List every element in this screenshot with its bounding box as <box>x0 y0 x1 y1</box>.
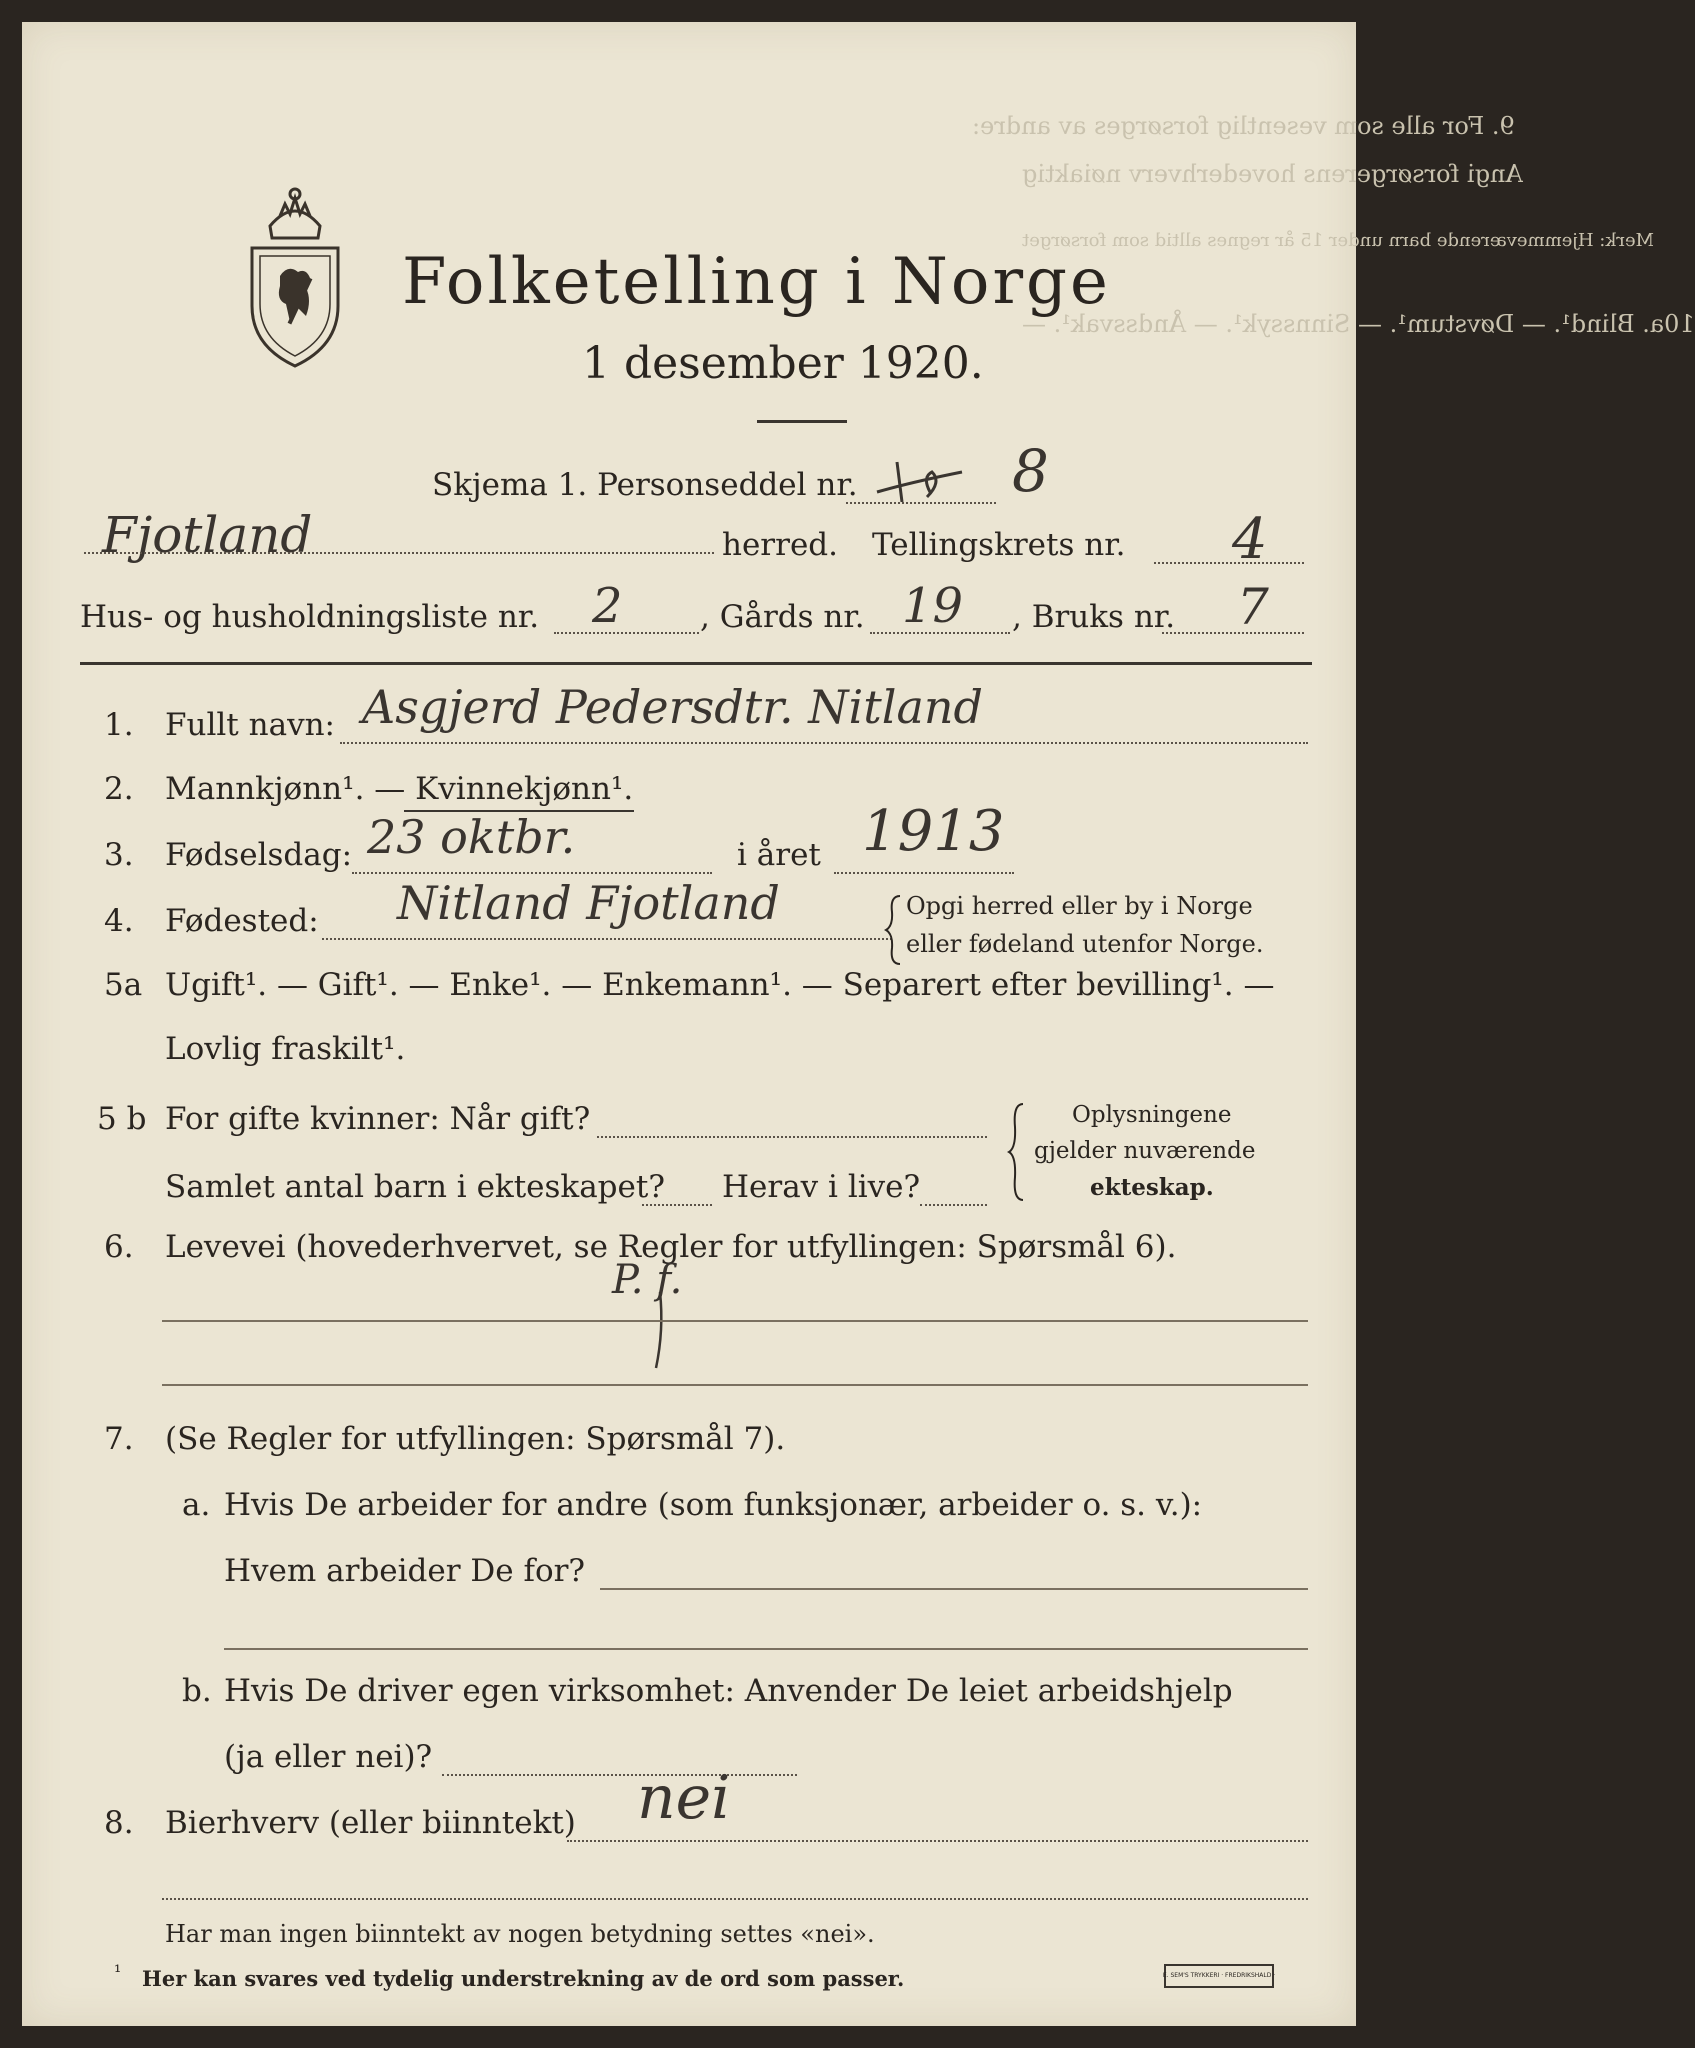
hus-value: 2 <box>592 578 623 634</box>
q6-label: Levevei (hovederhvervet, se Regler for utfyllingen: Spørsmål 6). <box>165 1229 1177 1265</box>
children-alive-label: Herav i live? <box>722 1169 921 1205</box>
q7b-yes-no-label: (ja eller nei)? <box>224 1739 433 1775</box>
herred-label: herred. <box>722 527 838 563</box>
gards-value: 19 <box>902 578 964 634</box>
q3-label: Fødselsdag: <box>165 837 353 873</box>
gards-label: , Gårds nr. <box>700 599 865 635</box>
q7-number: 7. <box>104 1421 134 1457</box>
secondary-income-field[interactable] <box>567 1840 1308 1842</box>
handwritten-stroke-mark <box>650 1290 670 1370</box>
personseddel-value: 8 <box>1012 437 1049 505</box>
printer-stamp-text: E. SEM'S TRYKKERI · FREDRIKSHALD · <box>1162 1972 1276 1979</box>
birthday-value: 23 oktbr. <box>367 810 576 864</box>
struck-number-mark <box>872 452 972 512</box>
married-women-label: For gifte kvinner: Når gift? <box>165 1101 591 1137</box>
printer-stamp <box>1164 1964 1274 1988</box>
q5b-note-line2: gjelder nuværende <box>1034 1138 1256 1164</box>
norwegian-coat-of-arms-icon <box>240 176 350 376</box>
q4-note-line1: Opgi herred eller by i Norge <box>906 892 1253 920</box>
q4-label: Fødested: <box>165 903 319 939</box>
q8-label: Bierhverv (eller biinntekt) <box>165 1805 576 1841</box>
tellingskrets-field[interactable] <box>1154 562 1304 564</box>
bleed-through-line: 10a. Blind¹. — Døvstum¹. — Sinnssyk¹. — Åndssvak¹. — <box>1022 310 1695 338</box>
tellingskrets-value: 4 <box>1232 507 1268 572</box>
children-alive-field[interactable] <box>920 1204 987 1206</box>
census-form-page <box>22 22 1695 2026</box>
bruks-field[interactable] <box>1162 632 1304 634</box>
skjema-label: Skjema 1. Personseddel nr. <box>432 467 858 503</box>
q7a-question: Hvis De arbeider for andre (som funksjonær, arbeider o. s. v.): <box>224 1487 1203 1523</box>
q2-label: Mannkjønn¹. — Kvinnekjønn¹. <box>165 771 634 807</box>
q2-number: 2. <box>104 771 134 807</box>
occupation-line-1[interactable] <box>162 1320 1308 1322</box>
q5b-note-line3: ekteskap. <box>1090 1174 1214 1201</box>
q4-note-line2: eller fødeland utenfor Norge. <box>906 930 1264 958</box>
bleed-through-line: Merk: Hjemmeværende barn under 15 år regnes alltid som forsørget <box>1022 230 1654 251</box>
hired-help-field[interactable] <box>442 1774 797 1776</box>
tellingskrets-label: Tellingskrets nr. <box>872 527 1126 563</box>
birth-year-value: 1913 <box>862 799 1005 864</box>
secondary-income-field-line-2[interactable] <box>162 1898 1308 1900</box>
birthplace-field[interactable] <box>322 938 892 940</box>
herred-value: Fjotland <box>102 506 313 564</box>
hus-label: Hus- og husholdningsliste nr. <box>80 599 540 635</box>
year-label: i året <box>737 837 821 873</box>
employer-field[interactable] <box>600 1588 1308 1590</box>
birthday-field[interactable] <box>352 872 712 874</box>
full-name-value: Asgjerd Pedersdtr. Nitland <box>362 680 983 734</box>
form-title: Folketelling i Norge <box>402 245 1111 319</box>
q1-number: 1. <box>104 707 134 743</box>
q7b-letter: b. <box>182 1673 212 1709</box>
married-when-field[interactable] <box>597 1136 987 1138</box>
birthplace-value: Nitland Fjotland <box>397 876 780 930</box>
hus-field[interactable] <box>554 632 699 634</box>
footnote-mark: ¹ <box>114 1962 122 1983</box>
title-divider <box>757 420 847 423</box>
q7b-question: Hvis De driver egen virksomhet: Anvender De leiet arbeidshjelp <box>224 1673 1233 1709</box>
bruks-value: 7 <box>1237 578 1269 636</box>
bruks-label: , Bruks nr. <box>1012 599 1176 635</box>
q5b-number: 5 b <box>97 1101 147 1137</box>
q1-label: Fullt navn: <box>165 707 335 743</box>
children-total-label: Samlet antal barn i ekteskapet? <box>165 1169 665 1205</box>
q7-label: (Se Regler for utfyllingen: Spørsmål 7). <box>165 1421 786 1457</box>
marital-status-options-cont: Lovlig fraskilt¹. <box>165 1031 406 1067</box>
birth-year-field[interactable] <box>834 872 1014 874</box>
bleed-through-line: Angi forsørgerens hovederhverv nøiaktig <box>1022 160 1523 188</box>
header-divider <box>80 662 1312 665</box>
q5a-number: 5a <box>104 967 143 1003</box>
bleed-through-line: 9. For alle som vesentlig forsørges av andre: <box>972 112 1515 140</box>
q8-number: 8. <box>104 1805 134 1841</box>
brace-icon <box>884 894 904 966</box>
herred-field[interactable] <box>84 552 714 554</box>
brace-icon <box>1007 1102 1027 1202</box>
employer-field-line-2[interactable] <box>224 1648 1308 1650</box>
children-total-field[interactable] <box>642 1204 712 1206</box>
occupation-line-2[interactable] <box>162 1384 1308 1386</box>
q7a-employer-label: Hvem arbeider De for? <box>224 1553 586 1589</box>
marital-status-options: Ugift¹. — Gift¹. — Enke¹. — Enkemann¹. — Separert efter bevilling¹. — <box>165 967 1275 1003</box>
full-name-field[interactable] <box>340 742 1308 744</box>
q6-number: 6. <box>104 1229 134 1265</box>
secondary-income-value: nei <box>637 1763 731 1833</box>
q7a-letter: a. <box>182 1487 211 1523</box>
q5b-note-line1: Oplysningene <box>1072 1102 1232 1128</box>
q3-number: 3. <box>104 837 134 873</box>
q4-number: 4. <box>104 903 134 939</box>
no-income-instruction: Har man ingen biinntekt av nogen betydning settes «nei». <box>165 1920 875 1948</box>
occupation-value: P. f. <box>612 1257 683 1303</box>
footnote-text: Her kan svares ved tydelig understrekning av de ord som passer. <box>142 1966 905 1991</box>
census-date: 1 desember 1920. <box>582 338 984 389</box>
